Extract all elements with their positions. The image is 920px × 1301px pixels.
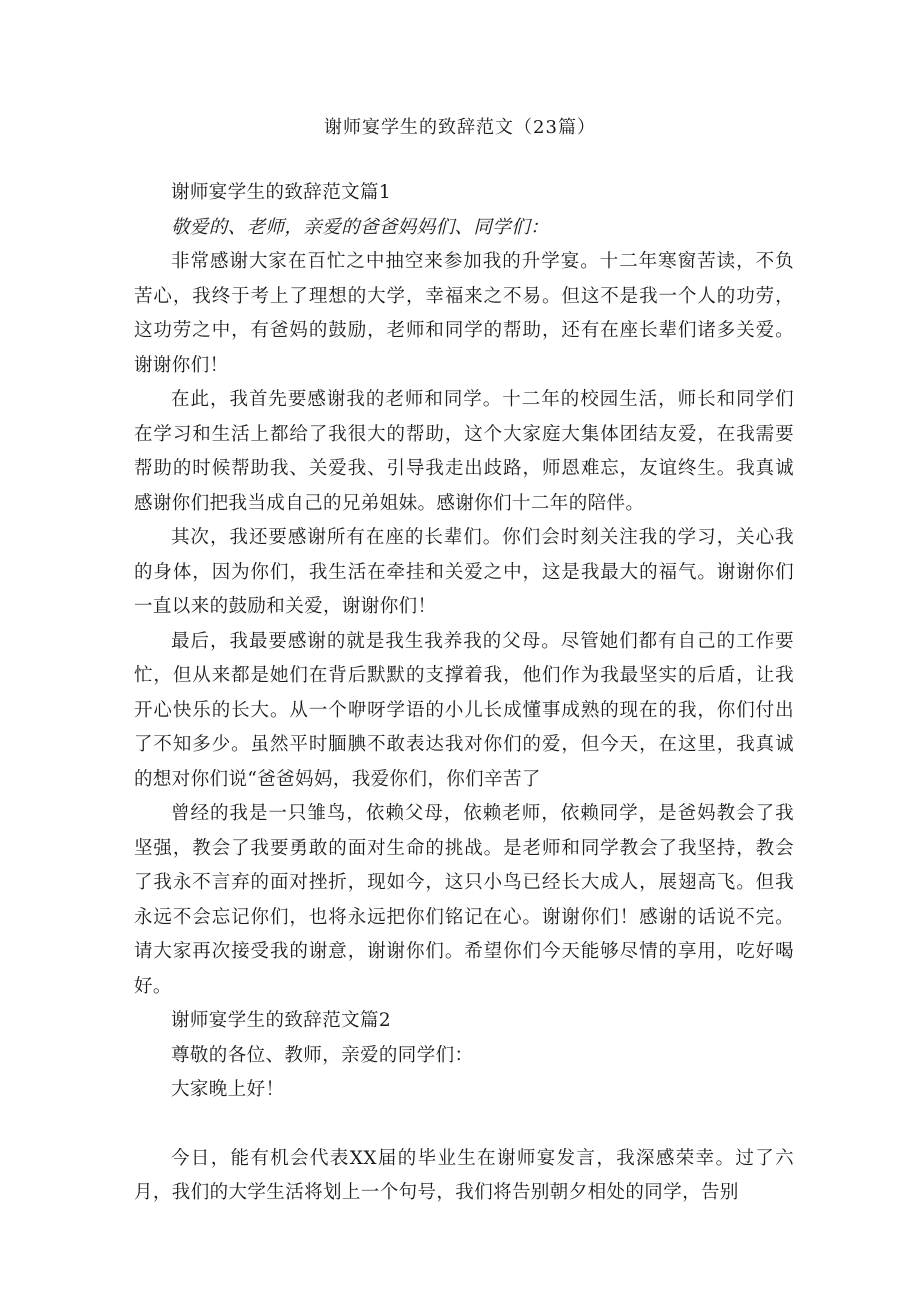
section-2-greeting: 大家晚上好！ bbox=[171, 1079, 285, 1100]
section-2-heading: 谢师宴学生的致辞范文篇2 bbox=[171, 1010, 392, 1031]
document-title: 谢师宴学生的致辞范文（23篇） bbox=[324, 117, 596, 138]
section-1-salutation: 敬爱的、老师，亲爱的爸爸妈妈们、同学们： bbox=[171, 216, 550, 238]
section-1-heading: 谢师宴学生的致辞范文篇1 bbox=[171, 182, 392, 203]
paragraph-spacer bbox=[134, 1108, 794, 1142]
section-1-paragraph-1: 非常感谢大家在百忙之中抽空来参加我的升学宴。十二年寒窗苦读，不负苦心，我终于考上了理想的大学，幸福来之不易。但这不是我一个人的功劳，这功劳之中，有爸妈的鼓励，老师和同学的帮助，还有在座长辈们诸多关爱。谢谢你们！ bbox=[134, 251, 794, 376]
section-1-paragraph-5: 曾经的我是一只雏鸟，依赖父母，依赖老师，依赖同学，是爸妈教会了我坚强，教会了我要勇敢的面对生命的挑战。是老师和同学教会了我坚持，教会了我永不言弃的面对挫折，现如今，这只小鸟已经长大成人，展翅高飞。但我永远不会忘记你们，也将永远把你们铭记在心。谢谢你们！感谢的话说不完。请大家再次接受我的谢意，谢谢你们。希望你们今天能够尽情的享用，吃好喝好。 bbox=[134, 803, 794, 997]
section-1-paragraph-4: 最后，我最要感谢的就是我生我养我的父母。尽管她们都有自己的工作要忙，但从来都是她们在背后默默的支撑着我，他们作为我最坚实的后盾，让我开心快乐的长大。从一个咿呀学语的小儿长成懂事成熟的现在的我，你们付出了不知多少。虽然平时腼腆不敢表达我对你们的爱，但今天，在这里，我真诚的想对你们说“爸爸妈妈，我爱你们，你们辛苦了 bbox=[134, 630, 794, 790]
section-2-paragraph-1: 今日，能有机会代表XX届的毕业生在谢师宴发言，我深感荣幸。过了六月，我们的大学生活将划上一个句号，我们将告别朝夕相处的同学，告别 bbox=[134, 1147, 794, 1203]
section-1-paragraph-2: 在此，我首先要感谢我的老师和同学。十二年的校园生活，师长和同学们在学习和生活上都给了我很大的帮助，这个大家庭大集体团结友爱，在我需要帮助的时候帮助我、关爱我、引导我走出歧路，师恩难忘，友谊终生。我真诚感谢你们把我当成自己的兄弟姐妹。感谢你们十二年的陪伴。 bbox=[134, 389, 794, 514]
section-1-paragraph-3: 其次，我还要感谢所有在座的长辈们。你们会时刻关注我的学习，关心我的身体，因为你们，我生活在牵挂和关爱之中，这是我最大的福气。谢谢你们一直以来的鼓励和关爱，谢谢你们！ bbox=[134, 527, 794, 617]
section-2-salutation: 尊敬的各位、教师，亲爱的同学们： bbox=[171, 1044, 474, 1066]
document-body bbox=[134, 176, 794, 1211]
